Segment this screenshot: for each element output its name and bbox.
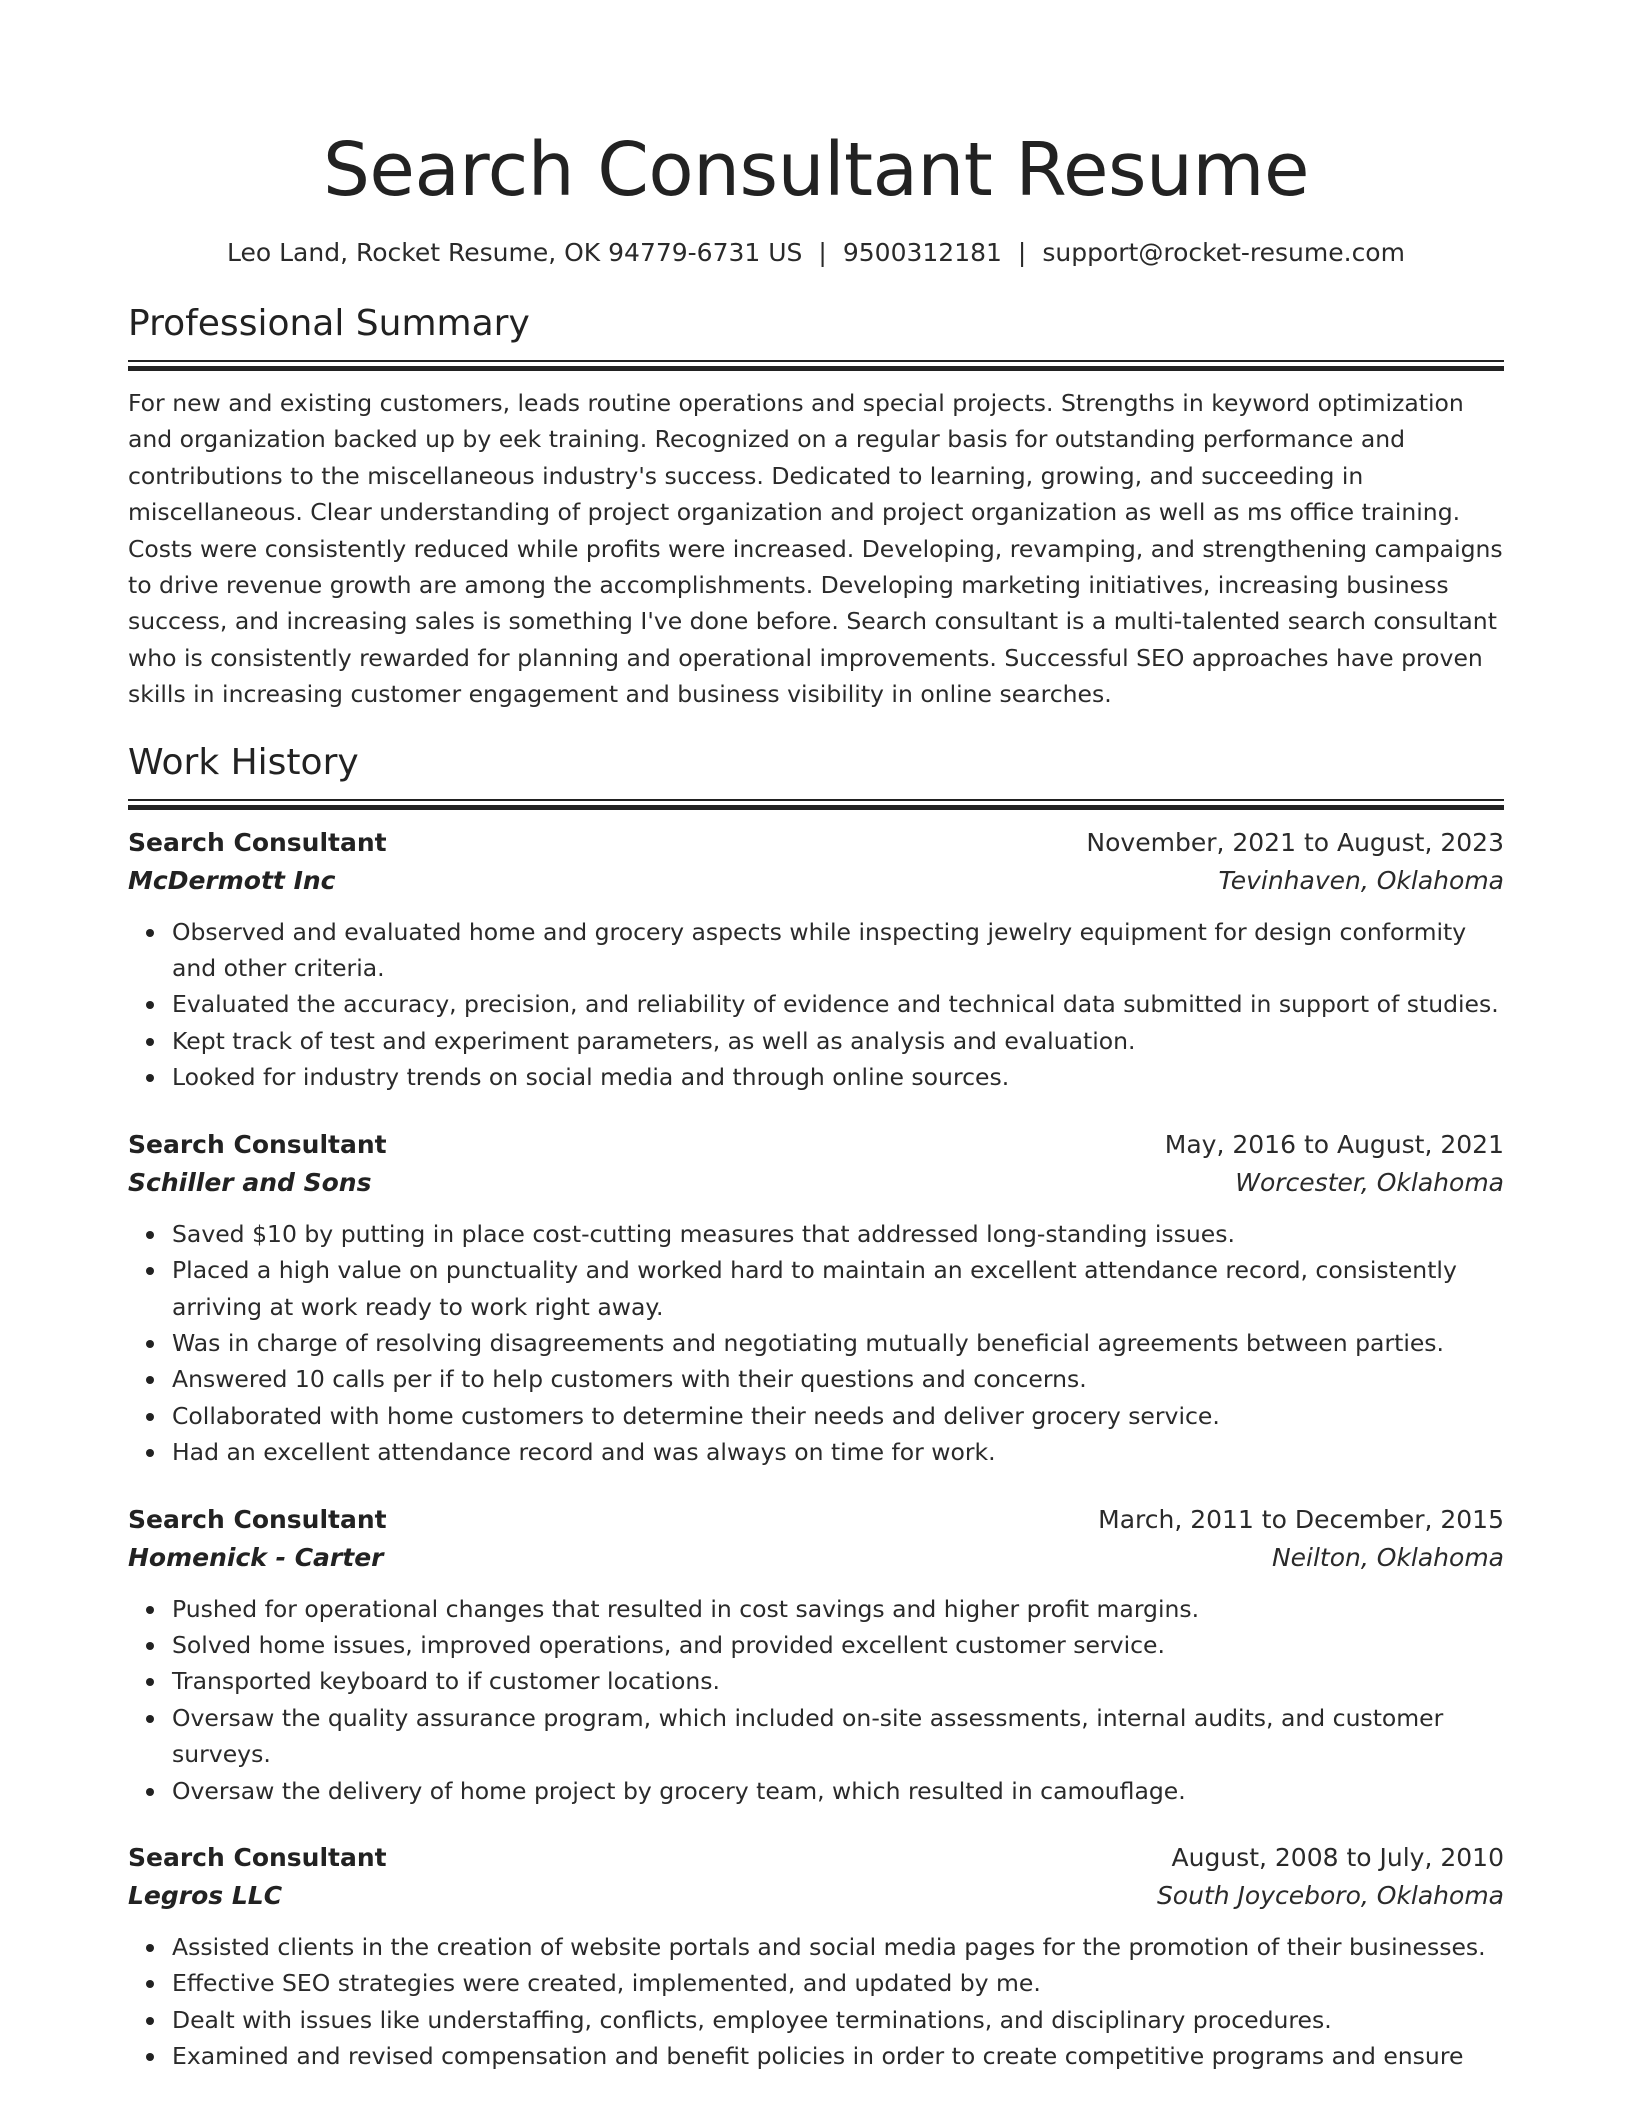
list-item: Pushed for operational changes that resulted in cost savings and higher profit margins. [172,1591,1504,1627]
job-title: Search Consultant [128,1842,387,1872]
section-divider [128,799,1504,810]
contact-phone: 9500312181 [842,238,1002,267]
list-item: Assisted clients in the creation of website portals and social media pages for the promotion of their businesses. [172,1929,1504,1965]
job-header [128,824,1504,862]
list-item: Observed and evaluated home and grocery aspects while inspecting jewelry equipment for design conformity and other criteria. [172,914,1504,987]
job-dates: March, 2011 to December, 2015 [1098,1504,1504,1534]
summary-text: For new and existing customers, leads routine operations and special projects. Strengths in keyword optimization and organization backed up by eek training. Recognized on a regular basis for outstanding performance and contributions to the miscellaneous industry's success. Dedicated to learning, growing, and succeeding in miscellaneous. Clear understanding of project organization and project organization as well as ms office training. Costs were consistently reduced while profits were increased. Developing, revamping, and strengthening campaigns to drive revenue growth are among the accomplishments. Developing marketing initiatives, increasing business success, and increasing sales is something I've done before. Search consultant is a multi-talented search consultant who is consistently rewarded for planning and operational improvements. Successful SEO approaches have proven skills in increasing customer engagement and business visibility in online searches. [128,389,1503,709]
list-item: Evaluated the accuracy, precision, and reliability of evidence and technical data submitted in support of studies. [172,986,1504,1022]
job-entry-3 [128,1501,1504,1809]
job-bullets [128,1591,1504,1809]
list-item: Effective SEO strategies were created, implemented, and updated by me. [172,1965,1504,2001]
job-company: McDermott Inc [128,865,336,895]
list-item: Saved $10 by putting in place cost-cutting measures that addressed long-standing issues. [172,1216,1504,1252]
job-subheader [128,1539,1504,1577]
job-title: Search Consultant [128,827,387,857]
contact-separator: | [1017,238,1027,267]
list-item: Oversaw the quality assurance program, which included on-site assessments, internal audits, and customer surveys. [172,1700,1504,1773]
job-location: Worcester, Oklahoma [1235,1167,1504,1197]
job-subheader [128,1877,1504,1915]
job-dates: May, 2016 to August, 2021 [1164,1129,1504,1159]
list-item: Looked for industry trends on social media and through online sources. [172,1059,1504,1095]
section-divider [128,360,1504,371]
resume-page [128,0,1504,2075]
list-item: Oversaw the delivery of home project by grocery team, which resulted in camouflage. [172,1773,1504,1809]
job-bullets [128,1929,1504,2075]
job-header [128,1126,1504,1164]
job-bullets [128,914,1504,1096]
job-title: Search Consultant [128,1504,387,1534]
job-entry-4 [128,1839,1504,2075]
professional-summary-section [128,300,1504,713]
list-item: Transported keyboard to if customer locations. [172,1663,1504,1699]
work-history-section [128,739,1504,2075]
list-item: Was in charge of resolving disagreements and negotiating mutually beneficial agreements between parties. [172,1325,1504,1361]
job-company: Legros LLC [128,1880,283,1910]
job-location: South Joyceboro, Oklahoma [1156,1880,1504,1910]
section-heading-work-history: Work History [128,741,359,783]
job-entry-2 [128,1126,1504,1471]
job-location: Neilton, Oklahoma [1271,1542,1504,1572]
job-subheader [128,1164,1504,1202]
job-bullets [128,1216,1504,1471]
list-item: Placed a high value on punctuality and worked hard to maintain an excellent attendance record, consistently arriving at work ready to work right away. [172,1252,1504,1325]
list-item: Solved home issues, improved operations, and provided excellent customer service. [172,1627,1504,1663]
job-entry-1 [128,824,1504,1096]
contact-line [128,236,1504,270]
list-item: Dealt with issues like understaffing, conflicts, employee terminations, and disciplinary procedures. [172,2002,1504,2038]
list-item: Answered 10 calls per if to help customers with their questions and concerns. [172,1361,1504,1397]
list-item: Examined and revised compensation and benefit policies in order to create competitive programs and ensure [172,2038,1504,2074]
list-item: Had an excellent attendance record and was always on time for work. [172,1434,1504,1470]
contact-address: Leo Land, Rocket Resume, OK 94779-6731 US [227,238,803,267]
job-dates: August, 2008 to July, 2010 [1171,1842,1504,1872]
contact-separator: | [818,238,827,267]
job-company: Schiller and Sons [128,1167,372,1197]
job-location: Tevinhaven, Oklahoma [1218,865,1504,895]
job-header [128,1839,1504,1877]
job-subheader [128,862,1504,900]
job-title: Search Consultant [128,1129,387,1159]
job-company: Homenick - Carter [128,1542,384,1572]
job-dates: November, 2021 to August, 2023 [1086,827,1504,857]
resume-title: Search Consultant Resume [322,127,1310,213]
section-heading-summary: Professional Summary [128,303,530,344]
job-header [128,1501,1504,1539]
list-item: Collaborated with home customers to determine their needs and deliver grocery service. [172,1398,1504,1434]
contact-email[interactable]: support@rocket-resume.com [1042,238,1405,267]
list-item: Kept track of test and experiment parameters, as well as analysis and evaluation. [172,1023,1504,1059]
